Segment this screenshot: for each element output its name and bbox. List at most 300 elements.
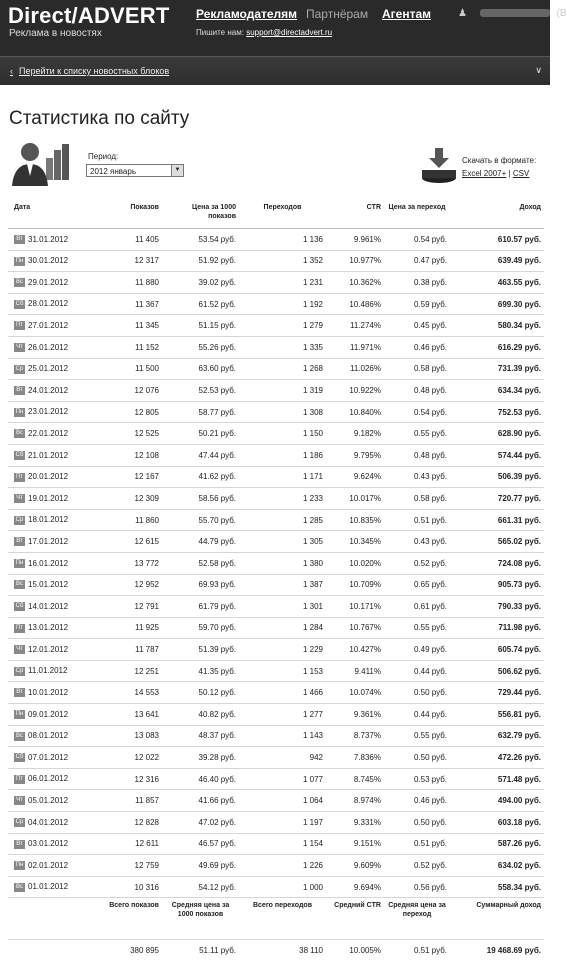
cell-income: 565.02 руб. <box>450 531 544 553</box>
cell-cpc: 0.56 руб. <box>384 876 450 898</box>
cell-ctr: 11.971% <box>326 336 384 358</box>
date-text: 06.01.2012 <box>28 774 69 784</box>
cell-cpm: 41.66 руб. <box>162 790 239 812</box>
date-text: 10.01.2012 <box>28 688 69 698</box>
weekday-badge: Ср <box>15 516 24 523</box>
table-row <box>8 574 544 596</box>
cell-cpm: 41.62 руб. <box>162 466 239 488</box>
weekday-badge: Вс <box>15 732 23 739</box>
cell-cpc: 0.38 руб. <box>384 272 450 294</box>
cell-income: 574.44 руб. <box>450 444 544 466</box>
cell-shows: 10 316 <box>100 876 162 898</box>
table-row <box>8 790 544 812</box>
date-text: 21.01.2012 <box>28 450 69 460</box>
cell-clicks: 1 277 <box>239 704 326 726</box>
cell-income: 506.39 руб. <box>450 466 544 488</box>
weekday-badge: Вс <box>15 430 23 437</box>
table-row <box>8 488 544 510</box>
cell-income: 506.62 руб. <box>450 660 544 682</box>
cell-ctr: 9.609% <box>326 855 384 877</box>
site-tagline: Реклама в новостях <box>9 28 102 39</box>
cell-shows: 12 611 <box>100 833 162 855</box>
cell-clicks: 1 154 <box>239 833 326 855</box>
date-text: 27.01.2012 <box>28 320 69 330</box>
cell-shows: 11 925 <box>100 617 162 639</box>
cell-income: 729.44 руб. <box>450 682 544 704</box>
col-header-clicks[interactable]: Переходов <box>239 201 326 229</box>
cell-income: 580.34 руб. <box>450 315 544 337</box>
weekday-badge: Сб <box>15 603 24 610</box>
totals-header-cpm: Средняя цена за 1000 показов <box>162 898 239 940</box>
cell-cpm: 51.92 руб. <box>162 250 239 272</box>
cell-cpm: 39.02 руб. <box>162 272 239 294</box>
totals-header-empty <box>8 898 100 940</box>
cell-ctr: 10.074% <box>326 682 384 704</box>
cell-shows: 13 083 <box>100 725 162 747</box>
date-text: 08.01.2012 <box>28 731 69 741</box>
date-text: 07.01.2012 <box>28 752 69 762</box>
date-text: 05.01.2012 <box>28 796 69 806</box>
cell-date <box>8 315 100 337</box>
cell-income: 463.55 руб. <box>450 272 544 294</box>
cell-cpm: 61.52 руб. <box>162 293 239 315</box>
cell-shows: 12 076 <box>100 380 162 402</box>
cell-shows: 12 251 <box>100 660 162 682</box>
cell-ctr: 11.274% <box>326 315 384 337</box>
cell-date <box>8 250 100 272</box>
cell-cpm: 44.79 руб. <box>162 531 239 553</box>
total-ctr: 10.005% <box>349 945 381 955</box>
cell-income: 634.02 руб. <box>450 855 544 877</box>
cell-ctr: 10.362% <box>326 272 384 294</box>
col-header-ctr[interactable]: CTR <box>326 201 384 229</box>
table-row <box>8 833 544 855</box>
cell-date <box>8 531 100 553</box>
cell-shows: 12 316 <box>100 768 162 790</box>
weekday-badge: Сб <box>15 451 24 458</box>
cell-income: 571.48 руб. <box>450 768 544 790</box>
cell-ctr: 9.331% <box>326 812 384 834</box>
table-row <box>8 768 544 790</box>
cell-shows: 12 167 <box>100 466 162 488</box>
cell-cpc: 0.51 руб. <box>384 509 450 531</box>
cell-clicks: 1 150 <box>239 423 326 445</box>
cell-cpc: 0.54 руб. <box>384 229 450 251</box>
cell-cpm: 52.58 руб. <box>162 552 239 574</box>
cell-cpc: 0.49 руб. <box>384 639 450 661</box>
weekday-badge: Сб <box>15 754 24 761</box>
date-text: 19.01.2012 <box>28 493 69 503</box>
cell-cpc: 0.48 руб. <box>384 380 450 402</box>
cell-cpc: 0.58 руб. <box>384 358 450 380</box>
weekday-badge: Пн <box>15 408 24 415</box>
weekday-badge: Пт <box>15 624 24 631</box>
table-row <box>8 596 544 618</box>
cell-cpc: 0.50 руб. <box>384 747 450 769</box>
cell-cpm: 50.12 руб. <box>162 682 239 704</box>
cell-date <box>8 401 100 423</box>
contact-email-link[interactable]: support@directadvert.ru <box>246 28 333 37</box>
cell-date <box>8 509 100 531</box>
cell-shows: 12 022 <box>100 747 162 769</box>
date-text: 31.01.2012 <box>28 234 69 244</box>
cell-date <box>8 855 100 877</box>
cell-income: 556.81 руб. <box>450 704 544 726</box>
cell-cpc: 0.44 руб. <box>384 704 450 726</box>
weekday-badge: Пн <box>15 711 24 718</box>
date-text: 15.01.2012 <box>28 580 69 590</box>
cell-income: 616.29 руб. <box>450 336 544 358</box>
table-row <box>8 250 544 272</box>
cell-cpc: 0.59 руб. <box>384 293 450 315</box>
table-row <box>8 552 544 574</box>
date-text: 11.01.2012 <box>28 666 68 676</box>
date-text: 17.01.2012 <box>28 536 69 546</box>
cell-clicks: 1 000 <box>239 876 326 898</box>
date-text: 02.01.2012 <box>28 860 69 870</box>
cell-income: 558.34 руб. <box>450 876 544 898</box>
nav-agents[interactable]: Агентам <box>382 7 432 21</box>
cell-ctr: 9.182% <box>326 423 384 445</box>
cell-cpm: 55.26 руб. <box>162 336 239 358</box>
col-header-shows[interactable]: Показов <box>100 201 162 229</box>
cell-date <box>8 336 100 358</box>
table-row <box>8 336 544 358</box>
cell-date <box>8 790 100 812</box>
cell-income: 494.00 руб. <box>450 790 544 812</box>
cell-ctr: 10.840% <box>326 401 384 423</box>
cell-ctr: 10.427% <box>326 639 384 661</box>
period-select[interactable] <box>86 164 184 177</box>
table-row <box>8 704 544 726</box>
cell-cpc: 0.43 руб. <box>384 466 450 488</box>
totals-header-row <box>8 898 544 940</box>
cell-cpc: 0.52 руб. <box>384 552 450 574</box>
page-title: Статистика по сайту <box>9 108 190 129</box>
cell-cpc: 0.46 руб. <box>384 336 450 358</box>
cell-cpc: 0.58 руб. <box>384 488 450 510</box>
cell-cpc: 0.47 руб. <box>384 250 450 272</box>
cell-income: 634.34 руб. <box>450 380 544 402</box>
date-text: 25.01.2012 <box>28 364 69 374</box>
cell-date <box>8 639 100 661</box>
contact-prefix: Пишите нам: <box>196 28 244 37</box>
date-text: 13.01.2012 <box>28 623 69 633</box>
cell-income: 711.98 руб. <box>450 617 544 639</box>
cell-cpm: 50.21 руб. <box>162 423 239 445</box>
weekday-badge: Пн <box>15 257 24 264</box>
total-cpc: 0.51 руб. <box>413 945 447 955</box>
cell-ctr: 9.151% <box>326 833 384 855</box>
weekday-badge: Пн <box>15 862 24 869</box>
cell-income: 731.39 руб. <box>450 358 544 380</box>
cell-shows: 11 500 <box>100 358 162 380</box>
user-balance: (В <box>556 8 567 19</box>
cell-ctr: 10.017% <box>326 488 384 510</box>
cell-ctr: 8.974% <box>326 790 384 812</box>
site-logo[interactable]: Direct/ADVERT <box>8 3 170 28</box>
cell-clicks: 1 335 <box>239 336 326 358</box>
total-shows: 380 895 <box>130 945 159 955</box>
cell-clicks: 1 143 <box>239 725 326 747</box>
cell-ctr: 9.361% <box>326 704 384 726</box>
cell-date <box>8 812 100 834</box>
nav-advertisers[interactable]: Рекламодателям <box>196 7 298 21</box>
cell-clicks: 942 <box>239 747 326 769</box>
nav-partners[interactable]: Партнёрам <box>306 7 369 21</box>
col-header-cpc[interactable]: Цена за переход <box>384 201 450 229</box>
cell-clicks: 1 229 <box>239 639 326 661</box>
back-link-label: Перейти к списку новостных блоков <box>19 66 170 76</box>
cell-shows: 12 791 <box>100 596 162 618</box>
cell-shows: 12 525 <box>100 423 162 445</box>
cell-ctr: 10.835% <box>326 509 384 531</box>
cell-cpm: 47.44 руб. <box>162 444 239 466</box>
cell-income: 790.33 руб. <box>450 596 544 618</box>
weekday-badge: Вс <box>15 279 23 286</box>
download-excel-link[interactable]: Excel 2007+ <box>462 169 507 178</box>
chevron-left-icon: ‹ <box>10 66 13 76</box>
cell-cpm: 41.35 руб. <box>162 660 239 682</box>
cell-date <box>8 596 100 618</box>
cell-cpc: 0.51 руб. <box>384 833 450 855</box>
weekday-badge: Чт <box>14 796 25 805</box>
totals-header-income: Суммарный доход <box>450 898 544 940</box>
table-row <box>8 509 544 531</box>
cell-cpc: 0.44 руб. <box>384 660 450 682</box>
cell-income: 905.73 руб. <box>450 574 544 596</box>
cell-date <box>8 704 100 726</box>
totals-header-shows: Всего показов <box>100 898 162 940</box>
cell-cpm: 51.39 руб. <box>162 639 239 661</box>
weekday-badge: Вт <box>14 688 25 697</box>
cell-cpm: 53.54 руб. <box>162 229 239 251</box>
cell-cpm: 61.79 руб. <box>162 596 239 618</box>
cell-clicks: 1 186 <box>239 444 326 466</box>
cell-cpc: 0.45 руб. <box>384 315 450 337</box>
cell-clicks: 1 136 <box>239 229 326 251</box>
cell-shows: 12 317 <box>100 250 162 272</box>
cell-ctr: 11.026% <box>326 358 384 380</box>
stats-table <box>8 201 544 960</box>
user-menu[interactable] <box>458 8 567 19</box>
cell-cpm: 46.40 руб. <box>162 768 239 790</box>
table-row <box>8 272 544 294</box>
cell-shows: 12 952 <box>100 574 162 596</box>
cell-date <box>8 768 100 790</box>
download-csv-link[interactable]: CSV <box>512 169 530 178</box>
col-header-cpm[interactable]: Цена за 1000 показов <box>162 201 239 229</box>
cell-date <box>8 272 100 294</box>
cell-cpc: 0.65 руб. <box>384 574 450 596</box>
date-text: 23.01.2012 <box>28 407 69 417</box>
table-row <box>8 315 544 337</box>
cell-ctr: 9.694% <box>326 876 384 898</box>
cell-clicks: 1 466 <box>239 682 326 704</box>
cell-income: 472.26 руб. <box>450 747 544 769</box>
download-block <box>462 154 536 180</box>
date-text: 29.01.2012 <box>28 277 69 287</box>
cell-ctr: 8.737% <box>326 725 384 747</box>
cell-ctr: 10.486% <box>326 293 384 315</box>
weekday-badge: Ср <box>15 667 24 674</box>
weekday-badge: Сб <box>15 300 24 307</box>
cell-cpm: 39.28 руб. <box>162 747 239 769</box>
cell-cpc: 0.55 руб. <box>384 617 450 639</box>
totals-header-cpc: Средняя цена за переход <box>384 898 450 940</box>
cell-date <box>8 380 100 402</box>
cell-cpc: 0.61 руб. <box>384 596 450 618</box>
cell-cpc: 0.50 руб. <box>384 812 450 834</box>
cell-clicks: 1 308 <box>239 401 326 423</box>
total-clicks: 38 110 <box>299 945 323 955</box>
col-header-income[interactable]: Доход <box>450 201 544 229</box>
date-text: 12.01.2012 <box>28 644 69 654</box>
cell-date <box>8 293 100 315</box>
weekday-badge: Пт <box>15 473 24 480</box>
cell-shows: 12 108 <box>100 444 162 466</box>
cell-shows: 11 152 <box>100 336 162 358</box>
cell-cpm: 49.69 руб. <box>162 855 239 877</box>
table-row <box>8 876 544 898</box>
cell-cpm: 63.60 руб. <box>162 358 239 380</box>
cell-cpc: 0.53 руб. <box>384 768 450 790</box>
cell-clicks: 1 285 <box>239 509 326 531</box>
cell-cpc: 0.50 руб. <box>384 682 450 704</box>
date-text: 26.01.2012 <box>28 342 69 352</box>
table-row <box>8 423 544 445</box>
table-row <box>8 466 544 488</box>
download-drive-icon <box>420 144 458 184</box>
cell-shows: 12 805 <box>100 401 162 423</box>
cell-ctr: 9.411% <box>326 660 384 682</box>
cell-shows: 14 553 <box>100 682 162 704</box>
cell-date <box>8 423 100 445</box>
table-row <box>8 229 544 251</box>
cell-clicks: 1 319 <box>239 380 326 402</box>
cell-cpm: 52.53 руб. <box>162 380 239 402</box>
table-row <box>8 617 544 639</box>
cell-income: 724.08 руб. <box>450 552 544 574</box>
cell-shows: 11 880 <box>100 272 162 294</box>
period-value: 2012 январь <box>90 167 136 176</box>
cell-shows: 11 367 <box>100 293 162 315</box>
cell-cpm: 54.12 руб. <box>162 876 239 898</box>
date-text: 28.01.2012 <box>28 299 69 309</box>
cell-clicks: 1 077 <box>239 768 326 790</box>
cell-clicks: 1 301 <box>239 596 326 618</box>
cell-date <box>8 876 100 898</box>
cell-income: 587.26 руб. <box>450 833 544 855</box>
cell-clicks: 1 064 <box>239 790 326 812</box>
cell-date <box>8 682 100 704</box>
table-row <box>8 682 544 704</box>
table-row <box>8 401 544 423</box>
cell-clicks: 1 233 <box>239 488 326 510</box>
chevron-down-icon[interactable]: ∨ <box>535 65 542 75</box>
download-separator: | <box>508 169 511 178</box>
cell-ctr: 10.345% <box>326 531 384 553</box>
cell-ctr: 10.171% <box>326 596 384 618</box>
date-text: 01.01.2012 <box>28 882 69 892</box>
cell-cpm: 58.77 руб. <box>162 401 239 423</box>
totals-empty <box>8 940 100 960</box>
col-header-date[interactable]: Дата <box>8 201 100 229</box>
cell-date <box>8 552 100 574</box>
cell-clicks: 1 305 <box>239 531 326 553</box>
cell-income: 661.31 руб. <box>450 509 544 531</box>
cell-date <box>8 488 100 510</box>
table-header-row <box>8 201 544 229</box>
date-text: 16.01.2012 <box>28 558 69 568</box>
cell-ctr: 8.745% <box>326 768 384 790</box>
cell-shows: 12 615 <box>100 531 162 553</box>
date-text: 04.01.2012 <box>28 817 69 827</box>
weekday-badge: Ср <box>15 365 24 372</box>
dropdown-arrow-icon[interactable]: ▼ <box>171 165 183 176</box>
cell-date <box>8 229 100 251</box>
weekday-badge: Вт <box>14 386 25 395</box>
cell-shows: 11 345 <box>100 315 162 337</box>
table-body <box>8 229 544 898</box>
cell-cpc: 0.52 руб. <box>384 855 450 877</box>
user-icon: ♟ <box>458 8 467 19</box>
date-text: 22.01.2012 <box>28 428 69 438</box>
weekday-badge: Пт <box>15 775 24 782</box>
back-to-blocks-link[interactable] <box>10 66 169 76</box>
cell-clicks: 1 192 <box>239 293 326 315</box>
date-text: 24.01.2012 <box>28 385 69 395</box>
cell-cpc: 0.46 руб. <box>384 790 450 812</box>
cell-shows: 12 759 <box>100 855 162 877</box>
weekday-badge: Вт <box>14 235 25 244</box>
cell-clicks: 1 268 <box>239 358 326 380</box>
cell-cpc: 0.54 руб. <box>384 401 450 423</box>
cell-income: 639.49 руб. <box>450 250 544 272</box>
date-text: 03.01.2012 <box>28 839 69 849</box>
cell-cpm: 55.70 руб. <box>162 509 239 531</box>
cell-income: 605.74 руб. <box>450 639 544 661</box>
cell-cpm: 59.70 руб. <box>162 617 239 639</box>
cell-cpc: 0.55 руб. <box>384 725 450 747</box>
cell-ctr: 9.961% <box>326 229 384 251</box>
date-text: 30.01.2012 <box>28 256 69 266</box>
table-row <box>8 855 544 877</box>
weekday-badge: Вс <box>15 581 23 588</box>
table-row <box>8 812 544 834</box>
cell-clicks: 1 284 <box>239 617 326 639</box>
cell-cpc: 0.43 руб. <box>384 531 450 553</box>
cell-clicks: 1 171 <box>239 466 326 488</box>
cell-cpm: 58.56 руб. <box>162 488 239 510</box>
cell-date <box>8 747 100 769</box>
cell-ctr: 9.795% <box>326 444 384 466</box>
cell-shows: 11 405 <box>100 229 162 251</box>
cell-ctr: 10.767% <box>326 617 384 639</box>
cell-cpm: 47.02 руб. <box>162 812 239 834</box>
weekday-badge: Пн <box>15 559 24 566</box>
date-text: 14.01.2012 <box>28 601 69 611</box>
cell-ctr: 9.624% <box>326 466 384 488</box>
weekday-badge: Пт <box>15 322 24 329</box>
cell-shows: 12 309 <box>100 488 162 510</box>
cell-shows: 13 641 <box>100 704 162 726</box>
cell-date <box>8 444 100 466</box>
cell-date <box>8 725 100 747</box>
user-stats-icon <box>10 140 70 188</box>
cell-ctr: 10.020% <box>326 552 384 574</box>
cell-cpm: 69.93 руб. <box>162 574 239 596</box>
